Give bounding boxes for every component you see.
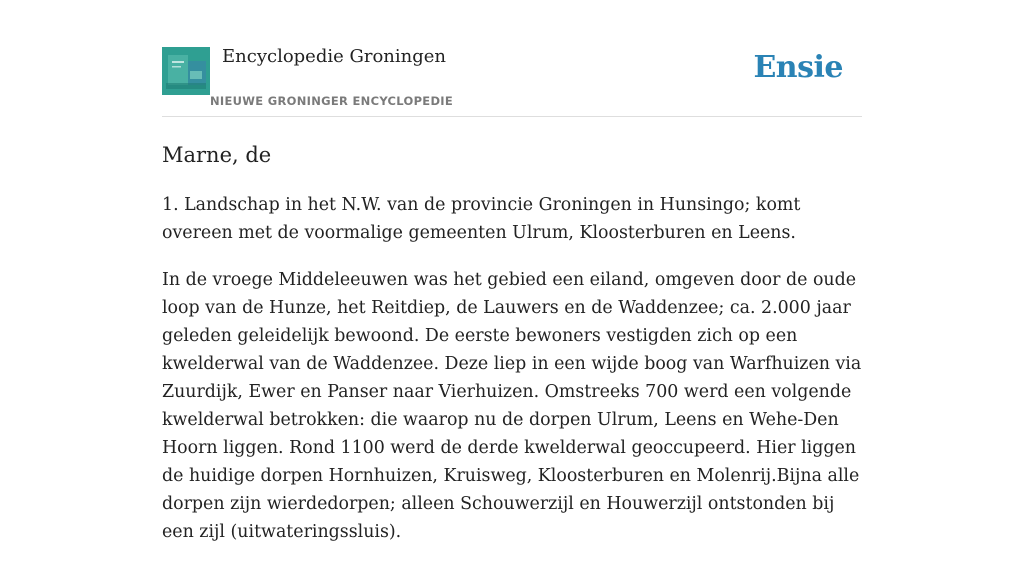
logo-image bbox=[162, 47, 210, 95]
article-paragraph: In de vroege Middeleeuwen was het gebied een eiland, omgeven door de oude loop van de Hunze, het Reitdiep, de Lauwers en de Waddenzee; ca. 2.000 jaar geleden geleidelijk bewoond. De eerste bewoners vestigden zich op een kwelderwal van de Waddenzee. Deze liep in een wijde boog van Warfhuizen via Zuurdijk, Ewer en Panser naar Vierhuizen. Omstreeks 700 werd een volgende kwelderwal betrokken: die waarop nu de dorpen Ulrum, Leens en Wehe-Den Hoorn liggen. Rond 1100 werd de derde kwelderwal geoccupeerd. Hier liggen de huidige dorpen Hornhuizen, Kruisweg, Kloosterburen en Molenrij.Bijna alle dorpen zijn wierdedorpen; alleen Schouwerzijl en Houwerzijl ontstonden bij een zijl (uitwateringssluis). bbox=[162, 270, 862, 542]
encyclopedia-logo-icon[interactable] bbox=[162, 47, 210, 95]
entry-title: Marne, de bbox=[162, 143, 272, 167]
site-subtitle: NIEUWE GRONINGER ENCYCLOPEDIE bbox=[210, 94, 454, 108]
site-header bbox=[162, 0, 862, 117]
article-paragraph: 1. Landschap in het N.W. van de provincie Groningen in Hunsingo; komt overeen met de voormalige gemeenten Ulrum, Kloosterburen en Leens. bbox=[162, 195, 801, 243]
article-content bbox=[162, 139, 866, 565]
ensie-brand-link[interactable]: Ensie bbox=[753, 50, 843, 85]
site-title[interactable]: Encyclopedie Groningen bbox=[222, 46, 447, 67]
